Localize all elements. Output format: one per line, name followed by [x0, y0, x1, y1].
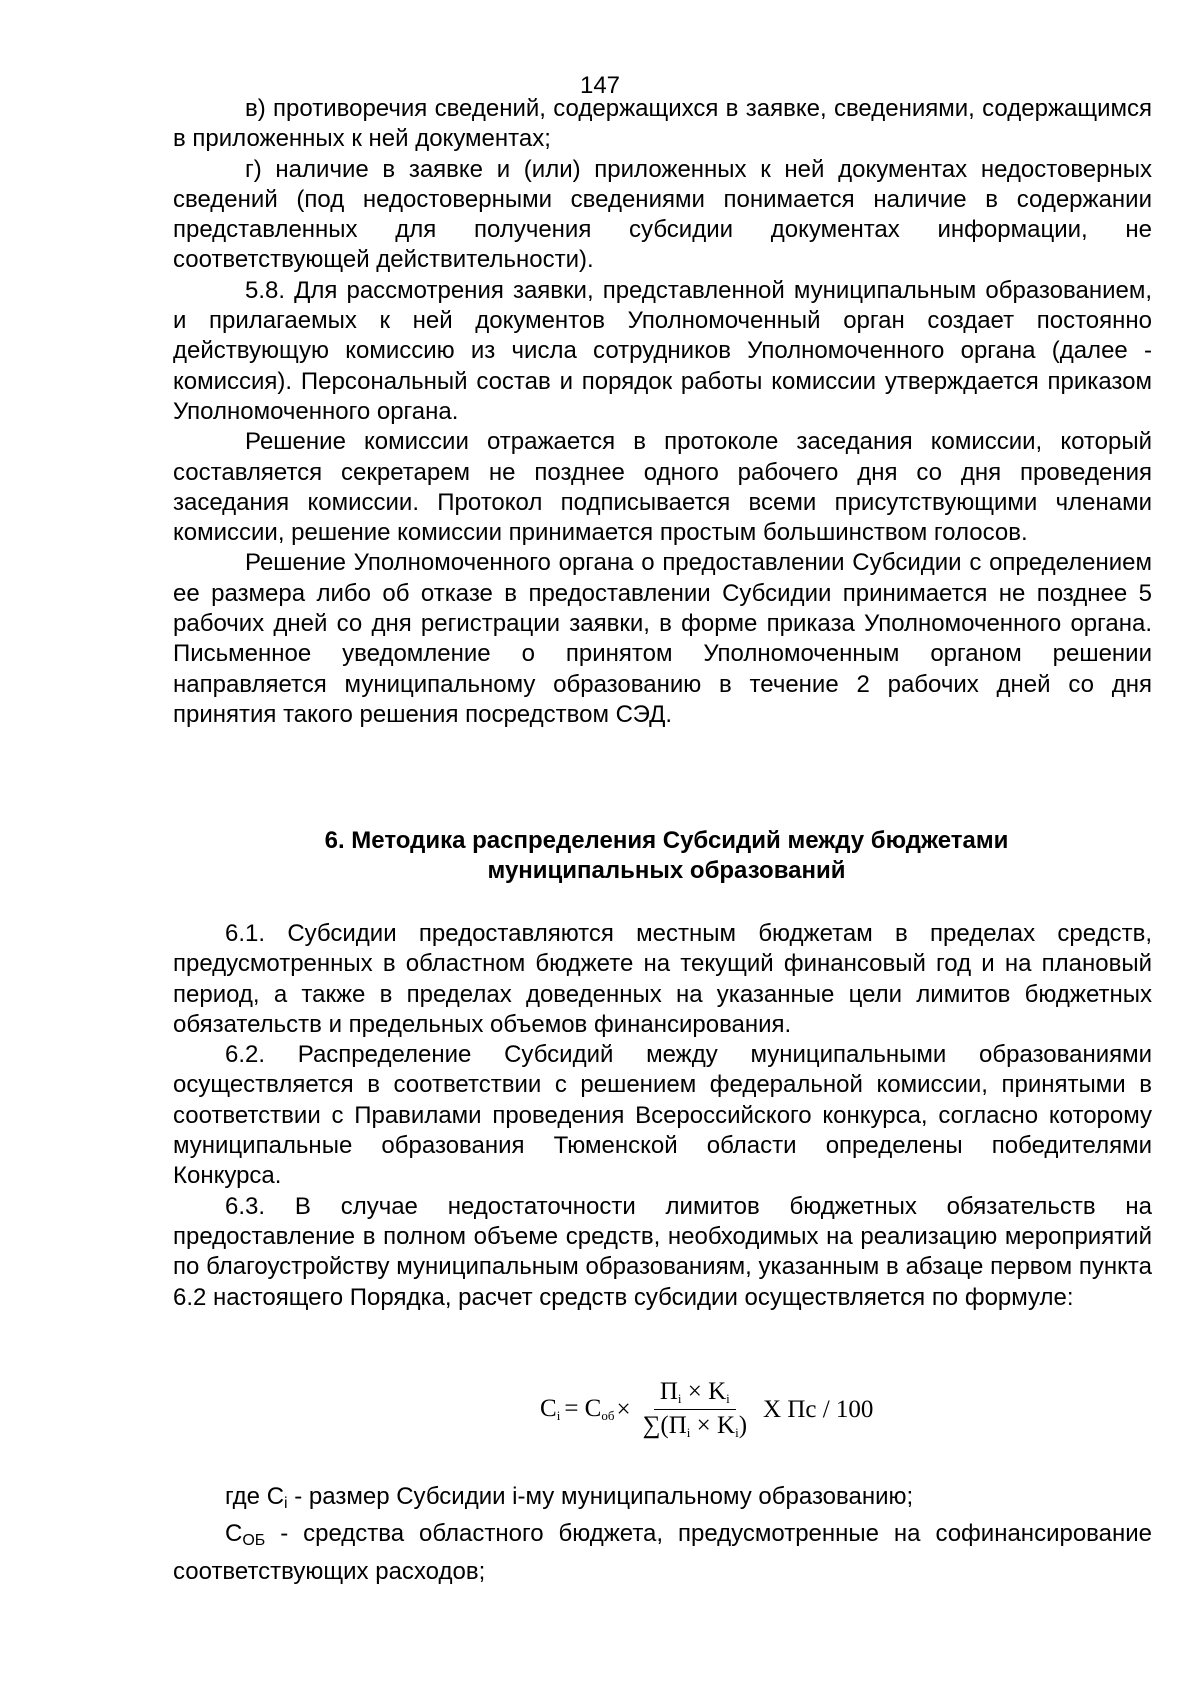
formula-lhs: $C_i$ — [540, 1395, 561, 1423]
formula-cob: = $C_{об}$ — [564, 1395, 615, 1423]
subsidy-formula — [540, 1378, 873, 1441]
definitions-block — [173, 1482, 1152, 1587]
section-heading — [173, 826, 1152, 886]
paragraph: г) наличие в заявке и (или) приложенных к ней документах недостоверных сведений (под недостоверными сведениями понимается наличие в содержании представленных для получения субсидии документах информации, не соответствующей действительности). — [173, 155, 1152, 274]
section-heading-block — [173, 826, 1152, 886]
paragraph: 6.3. В случае недостаточности лимитов бюджетных обязательств на предоставление в полном объеме средств, необходимых на реализацию мероприятий по благоустройству муниципальным образованиям, указанным в абзаце первом пункта 6.2 настоящего Порядка, расчет средств субсидии осуществляется по формуле: — [173, 1192, 1152, 1311]
paragraph: 6.2. Распределение Субсидий между муниципальными образованиями осуществляется в соответствии с решением федеральной комиссии, принятыми в соответствии с Правилами проведения Всероссийского конкурса, согласно которому муниципальные образования Тюменской области определены победителями Конкурса. — [173, 1041, 1152, 1190]
paragraph: 6.1. Субсидии предоставляются местным бюджетам в пределах средств, предусмотренных в областном бюджете на текущий финансовый год и на плановый период, а также в пределах доведенных на указанные цели лимитов бюджетных обязательств и предельных объемов финансирования. — [173, 920, 1152, 1038]
formula-fraction — [637, 1378, 753, 1441]
formula-denominator: $\sum(П_i \times K_i)$ — [642, 1412, 748, 1440]
section-heading-line: 6. Методика распределения Субсидий между бюджетами — [324, 827, 1009, 854]
page-number: 147 — [579, 72, 621, 99]
section6-text-block — [173, 919, 1152, 1313]
formula-numerator: $П_i \times K_i$ — [654, 1378, 736, 1410]
definition-ci: где $C_i$ - размер Субсидии i-му муниципальному образованию; — [225, 1483, 914, 1512]
paragraph: в) противоречия сведений, содержащихся в заявке, сведениями, содержащимся в приложенных к ней документах; — [173, 95, 1152, 153]
top-text-block — [173, 94, 1152, 730]
section-heading-line: муниципальных образований — [487, 857, 846, 884]
definition-cob: $C_{ОБ}$ - средства областного бюджета, предусмотренные на софинансирование соответствующих расходов; — [173, 1520, 1152, 1585]
formula-tail: Х Пс / 100 — [763, 1395, 874, 1423]
paragraph: Решение комиссии отражается в протоколе заседания комиссии, который составляется секретарем не позднее одного рабочего дня со дня проведения заседания комиссии. Протокол подписывается всеми присутствующими членами комиссии, решение комиссии принимается простым большинством голосов. — [173, 428, 1152, 547]
formula-times: × — [616, 1395, 631, 1423]
paragraph: 5.8. Для рассмотрения заявки, представленной муниципальным образованием, и прилагаемых к ней документов Уполномоченный орган создает постоянно действующую комиссию из числа сотрудников Уполномоченного органа (далее - комиссия). Персональный состав и порядок работы комиссии утверждается приказом Уполномоченного органа. — [173, 276, 1152, 425]
paragraph: Решение Уполномоченного органа о предоставлении Субсидии с определением ее размера либо об отказе в предоставлении Субсидии принимается не позднее 5 рабочих дней со дня регистрации заявки, в форме приказа Уполномоченного органа. Письменное уведомление о принятом Уполномоченным органом решении направляется муниципальному образованию в течение 2 рабочих дней со дня принятия такого решения посредством СЭД. — [173, 549, 1152, 728]
